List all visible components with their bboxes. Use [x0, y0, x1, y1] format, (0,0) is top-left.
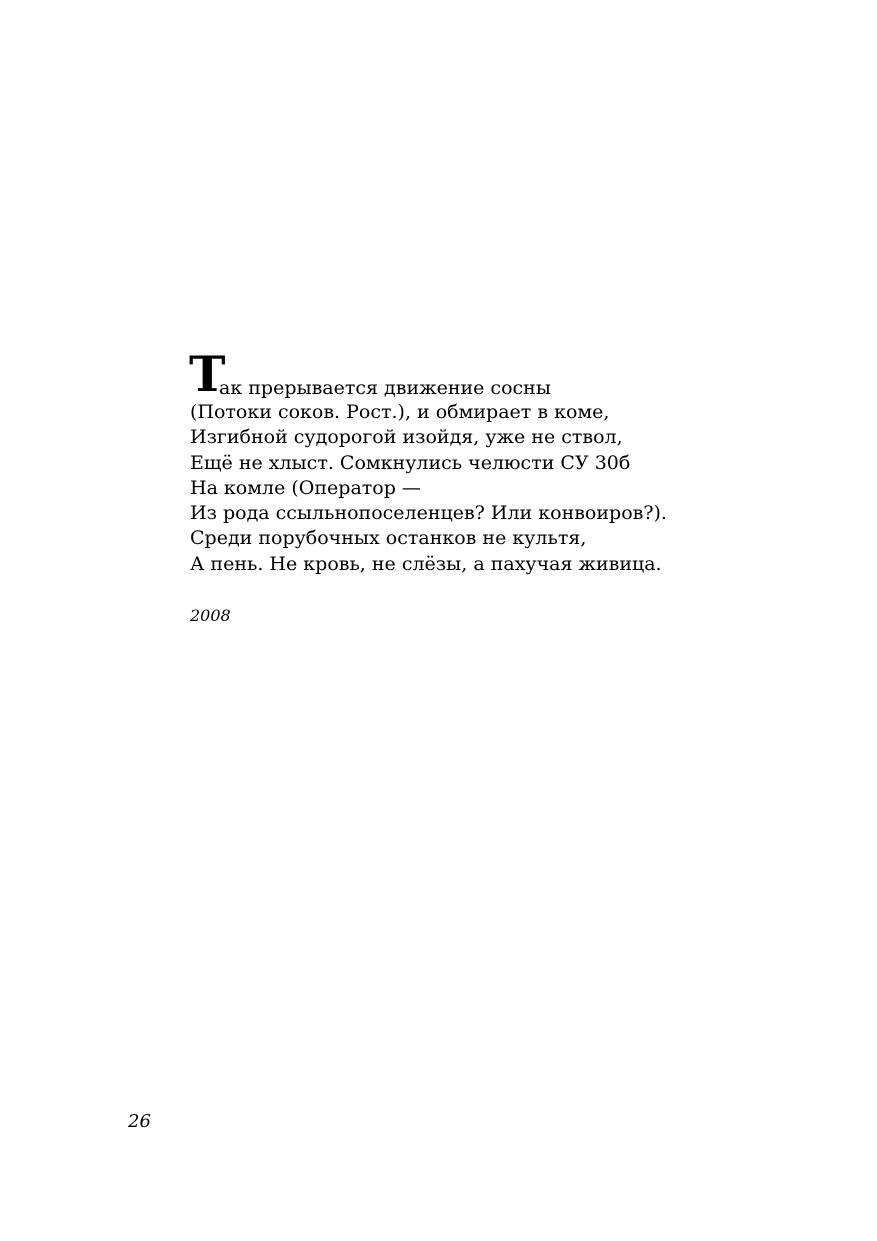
- poem-line-3: Изгибной судорогой изойдя, уже не ствол,: [190, 426, 623, 449]
- poem-line-1: ак прерывается движение сосны: [219, 377, 551, 399]
- drop-cap: Т: [189, 345, 226, 403]
- poem-line-5: На комле (Оператор —: [190, 476, 421, 499]
- poem-line-2: (Потоки соков. Рост.), и обмирает в коме,: [190, 401, 610, 423]
- poem: [189, 345, 830, 575]
- poem-line-4: Ещё не хлыст. Сомкнулись челюсти СУ 30б: [190, 451, 631, 474]
- poem-year: 2008: [190, 606, 231, 625]
- poem-line-6: Из рода ссыльнопоселенцев? Или конвоиров?).: [190, 502, 667, 525]
- poem-line-7: Среди порубочных останков не культя,: [190, 527, 587, 550]
- page-number: 26: [128, 1111, 151, 1132]
- poem-line-8: А пень. Не кровь, не слёзы, а пахучая живица.: [190, 552, 662, 575]
- poem-first-line: [189, 345, 830, 403]
- poem-lines: [190, 400, 667, 577]
